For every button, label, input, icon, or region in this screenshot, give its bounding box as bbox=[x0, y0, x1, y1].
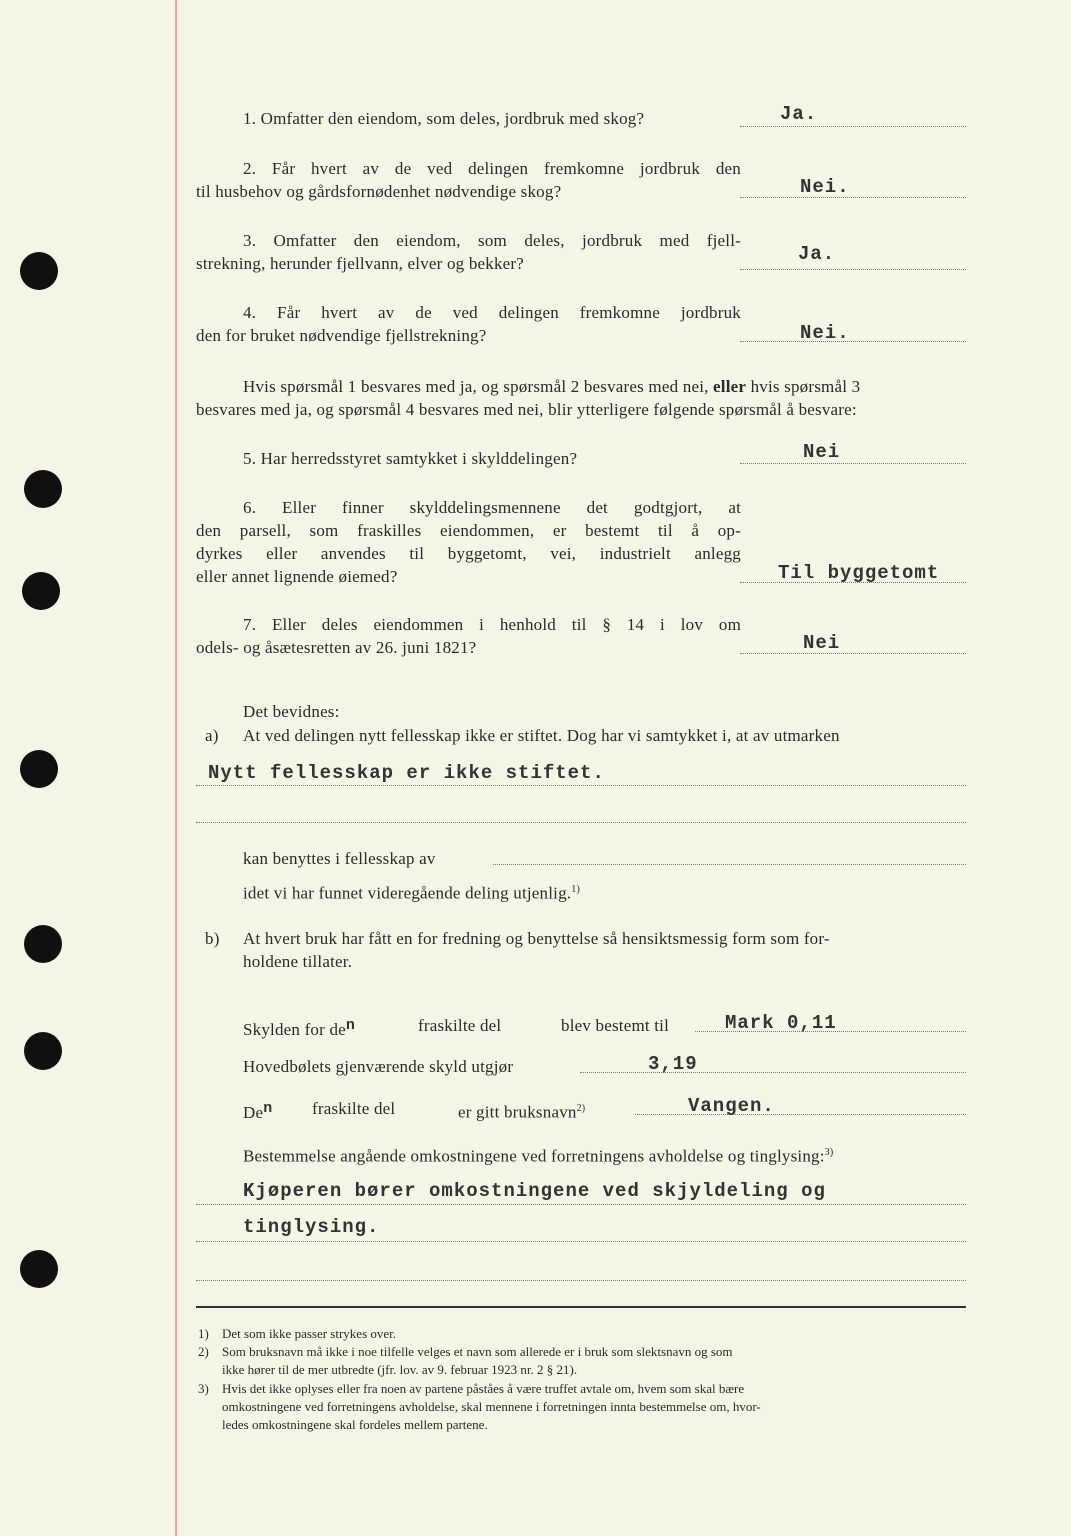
answer-7: Nei bbox=[803, 632, 841, 654]
skyld-line-1c: blev bestemt til bbox=[561, 1016, 670, 1035]
fill-line bbox=[196, 1280, 966, 1281]
punch-hole bbox=[22, 572, 60, 610]
answer-line bbox=[740, 197, 966, 198]
fill-line bbox=[196, 1204, 966, 1205]
answer-5: Nei bbox=[803, 441, 841, 463]
answer-line bbox=[635, 1114, 966, 1115]
punch-hole bbox=[20, 750, 58, 788]
footnote-rule bbox=[196, 1306, 966, 1308]
fill-line bbox=[196, 785, 966, 786]
punch-hole bbox=[20, 1250, 58, 1288]
item-b-line-1: At hvert bruk har fått en for fredning og benyttelse så hensiktsmessig form som for- bbox=[243, 929, 830, 948]
bruksnavn-line-a bbox=[243, 1098, 273, 1124]
bestemmelse-label: Bestemmelse angående omkostningene ved forretningens avholdelse og tinglysing: bbox=[243, 1146, 825, 1166]
answer-line bbox=[740, 341, 966, 342]
bestemmelse-text bbox=[243, 1142, 833, 1168]
hovedbol-answer: 3,19 bbox=[648, 1053, 698, 1075]
item-a-label: a) bbox=[205, 726, 219, 745]
answer-1: Ja. bbox=[780, 103, 818, 125]
omkostning-typed-1: Kjøperen bører omkostningene ved skjyldeling og bbox=[243, 1180, 826, 1202]
punch-hole bbox=[24, 470, 62, 508]
footnote-2-mark: 2) bbox=[198, 1344, 209, 1359]
question-6-line-1: 6. Eller finner skylddelingsmennene det godtgjort, at bbox=[243, 498, 741, 517]
footnote-3-line-3: ledes omkostningene skal fordeles mellem partene. bbox=[222, 1417, 488, 1432]
skyld-line-1b: fraskilte del bbox=[418, 1016, 502, 1035]
answer-6: Til byggetomt bbox=[778, 562, 940, 584]
intro-line-2: besvares med ja, og spørsmål 4 besvares med nei, blir ytterligere følgende spørsmål å besvare: bbox=[196, 400, 857, 419]
bruksnavn-prefix: De bbox=[243, 1103, 264, 1122]
bruksnavn-line-b: fraskilte del bbox=[312, 1099, 396, 1118]
intro-part-a: Hvis spørsmål 1 besvares med ja, og spørsmål 2 besvares med nei, bbox=[243, 377, 709, 396]
punch-hole bbox=[24, 1032, 62, 1070]
punch-hole bbox=[20, 252, 58, 290]
question-7-line-2: odels- og åsætesretten av 26. juni 1821? bbox=[196, 638, 477, 657]
kan-benyttes: kan benyttes i fellesskap av bbox=[243, 849, 436, 868]
question-7-line-1: 7. Eller deles eiendommen i henhold til § 14 i lov om bbox=[243, 615, 741, 634]
footnote-1: Det som ikke passer strykes over. bbox=[222, 1326, 397, 1341]
question-5: 5. Har herredsstyret samtykket i skylddelingen? bbox=[243, 449, 578, 468]
idet-text-body: idet vi har funnet videregående deling utjenlig. bbox=[243, 883, 572, 903]
fill-line bbox=[196, 822, 966, 823]
fill-line bbox=[493, 864, 966, 865]
punch-hole bbox=[24, 925, 62, 963]
intro-part-c: hvis spørsmål 3 bbox=[750, 377, 861, 396]
question-1: 1. Omfatter den eiendom, som deles, jordbruk med skog? bbox=[243, 109, 645, 128]
skyld-line-1a bbox=[243, 1015, 356, 1041]
bruksnavn-line-c bbox=[458, 1098, 585, 1124]
footnote-ref: 1) bbox=[571, 884, 580, 895]
footnote-3-line-2: omkostningene ved forretningens avholdelse, skal mennene i forretningen innta bestemmelse om, hvor- bbox=[222, 1399, 761, 1414]
idet-text bbox=[243, 879, 580, 905]
answer-2: Nei. bbox=[800, 176, 850, 198]
answer-3: Ja. bbox=[798, 243, 836, 265]
footnote-3-line-1: Hvis det ikke oplyses eller fra noen av partene påståes å være truffet avtale om, hvem som skal bære bbox=[222, 1381, 745, 1396]
footnote-1-mark: 1) bbox=[198, 1326, 209, 1341]
skyld-answer: Mark 0,11 bbox=[725, 1012, 837, 1034]
typed-n: n bbox=[345, 1017, 356, 1034]
answer-line bbox=[740, 653, 966, 654]
question-6-line-3: dyrkes eller anvendes til byggetomt, vei, industrielt anlegg bbox=[196, 544, 741, 563]
answer-line bbox=[580, 1072, 966, 1073]
intro-emphasis: eller bbox=[713, 377, 747, 396]
intro-line-1 bbox=[243, 376, 860, 398]
question-6-line-4: eller annet lignende øiemed? bbox=[196, 567, 398, 586]
hovedbol-label: Hovedbølets gjenværende skyld utgjør bbox=[243, 1057, 514, 1076]
omkostning-typed-2: tinglysing. bbox=[243, 1216, 380, 1238]
answer-line bbox=[740, 463, 966, 464]
footnote-ref: 2) bbox=[576, 1103, 586, 1114]
footnote-3-mark: 3) bbox=[198, 1381, 209, 1396]
question-4-line-1: 4. Får hvert av de ved delingen fremkomne jordbruk bbox=[243, 303, 741, 322]
item-b-label: b) bbox=[205, 929, 220, 948]
item-a-text: At ved delingen nytt fellesskap ikke er stiftet. Dog har vi samtykket i, at av utmarken bbox=[243, 726, 840, 745]
answer-4: Nei. bbox=[800, 322, 850, 344]
footnote-2-line-2: ikke hører til de mer utbredte (jfr. lov. av 9. februar 1923 nr. 2 § 21). bbox=[222, 1362, 578, 1377]
footnote-ref: 3) bbox=[824, 1147, 834, 1158]
bruksnavn-answer: Vangen. bbox=[688, 1095, 775, 1117]
footnote-2-line-1: Som bruksnavn må ikke i noe tilfelle velges et navn som allerede er i bruk som slektsnavn og som bbox=[222, 1344, 733, 1359]
question-6-line-2: den parsell, som fraskilles eiendommen, er bestemt til å op- bbox=[196, 521, 741, 540]
bruksnavn-label: er gitt bruksnavn bbox=[458, 1102, 577, 1122]
typed-n: n bbox=[263, 1100, 274, 1117]
margin-line bbox=[175, 0, 177, 1536]
question-3-line-1: 3. Omfatter den eiendom, som deles, jordbruk med fjell- bbox=[243, 231, 741, 250]
bevidnes-heading: Det bevidnes: bbox=[243, 702, 340, 721]
skyld-label: Skylden for de bbox=[243, 1020, 346, 1039]
question-3-line-2: strekning, herunder fjellvann, elver og bekker? bbox=[196, 254, 525, 273]
answer-line bbox=[740, 126, 966, 127]
question-4-line-2: den for bruket nødvendige fjellstrekning? bbox=[196, 326, 487, 345]
question-2-line-1: 2. Får hvert av de ved delingen fremkomne jordbruk den bbox=[243, 159, 741, 178]
item-b-line-2: holdene tillater. bbox=[243, 952, 353, 971]
item-a-typed: Nytt fellesskap er ikke stiftet. bbox=[208, 762, 605, 784]
answer-line bbox=[740, 269, 966, 270]
fill-line bbox=[196, 1241, 966, 1242]
question-2-line-2: til husbehov og gårdsfornødenhet nødvendige skog? bbox=[196, 182, 562, 201]
